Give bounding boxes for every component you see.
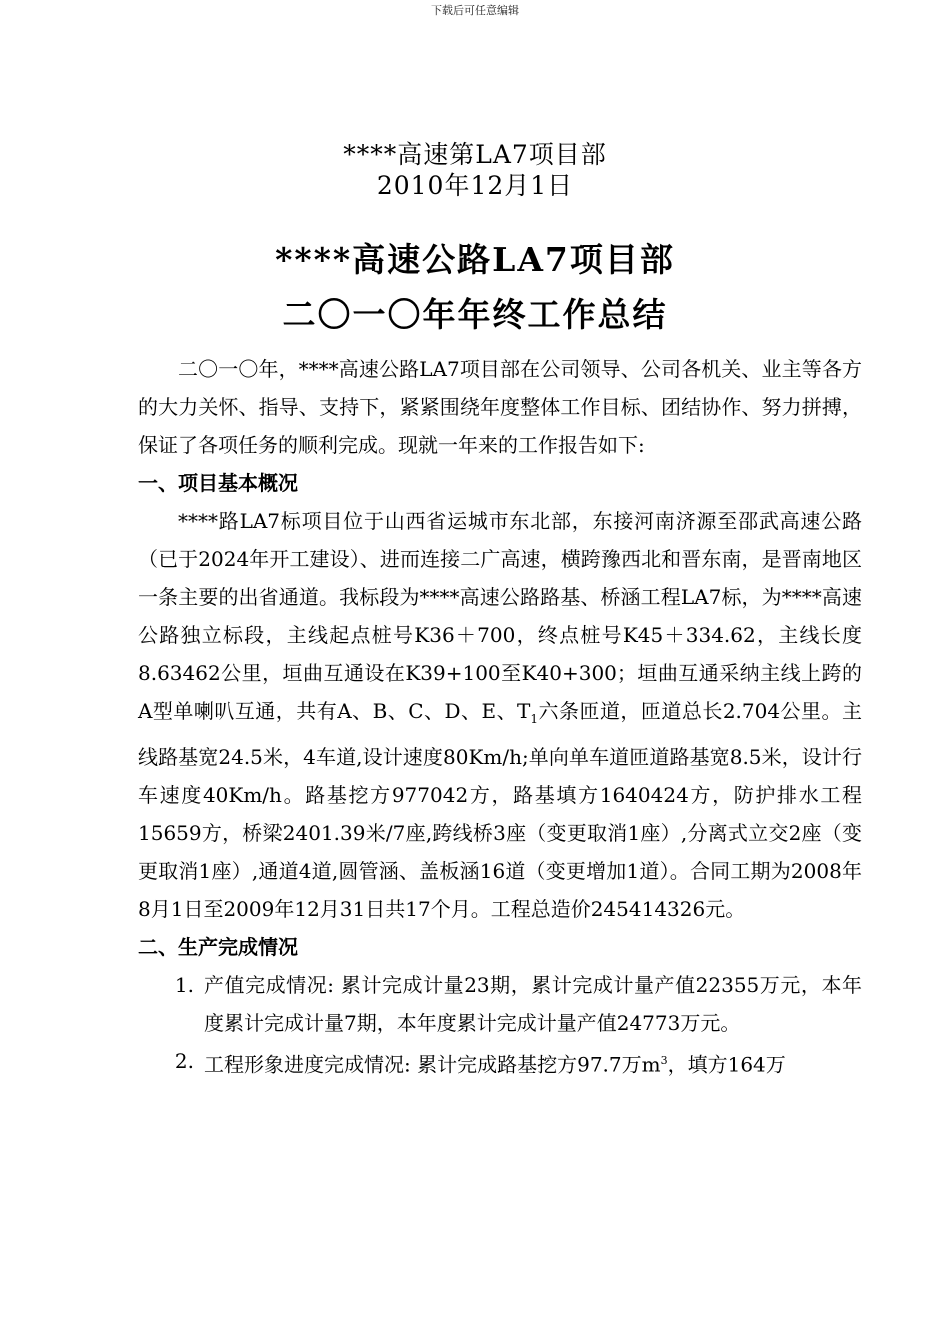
list-item-number: 2. — [174, 1049, 194, 1073]
document-body — [138, 350, 862, 1084]
download-note: 下载后可任意编辑 — [431, 4, 519, 17]
superscript: 3 — [660, 1054, 668, 1067]
title-line-2: 二〇一〇年年终工作总结 — [282, 295, 668, 334]
subscript: 1 — [530, 712, 539, 726]
title-line-1: ****高速公路LA7项目部 — [275, 240, 675, 279]
section-1-paragraph — [138, 502, 862, 928]
list-item-text-main: 工程形象进度完成情况: 累计完成路基挖方97.7万m — [204, 1052, 661, 1077]
intro-paragraph: 二〇一〇年，****高速公路LA7项目部在公司领导、公司各机关、业主等各方的大力关怀、指导、支持下，紧紧围绕年度整体工作目标、团结协作、努力拼搏，保证了各项任务的顺利完成。现就一年来的工作报告如下: — [138, 357, 862, 457]
list-item-text — [204, 1042, 862, 1084]
list-item — [138, 1042, 862, 1084]
document-title — [0, 232, 950, 342]
section-1-heading: 一、项目基本概况 — [138, 471, 298, 495]
list-item-number: 1. — [174, 973, 194, 997]
section-1-text: ****路LA7标项目位于山西省运城市东北部，东接河南济源至邵武高速公路（已于2024年开工建设）、进而连接二广高速，横跨豫西北和晋东南，是晋南地区一条主要的出省通道。我标段为****高速公路路基、桥涵工程LA7标，为****高速公路独立标段，主线起点桩号K36＋700，终点桩号K45＋334.62，主线长度8.63462公里，垣曲互通设在K39+100至K40+300；垣曲互通采纳主线上跨的A型单喇叭互通，共有A、B、C、D、E、T — [138, 509, 862, 723]
signature-block — [0, 139, 950, 201]
list-item-text: 产值完成情况: 累计完成计量23期，累计完成计量产值22355万元，本年度累计完成计量7期，本年度累计完成计量产值24773万元。 — [204, 973, 862, 1035]
section-2-heading: 二、生产完成情况 — [138, 935, 298, 959]
section-1-text-continued: 六条匝道，匝道总长2.704公里。主线路基宽24.5米，4车道,设计速度80Km/h;单向单车道匝道路基宽8.5米，设计行车速度40Km/h。路基挖方977042方，路基填方1640424方，防护排水工程15659方，桥梁2401.39米/7座,跨线桥3座（变更取消1座）,分离式立交2座（变更取消1座）,通道4道,圆管涵、盖板涵16道（变更增加1道）。合同工期为2008年8月1日至2009年12月31日共17个月。工程总造价245414326元。 — [138, 699, 862, 921]
list-item-text-after: ，填方164万 — [667, 1052, 786, 1077]
signature-date: 2010年12月1日 — [376, 171, 574, 200]
list-item — [138, 966, 862, 1042]
signature-org: ****高速第LA7项目部 — [343, 140, 607, 169]
